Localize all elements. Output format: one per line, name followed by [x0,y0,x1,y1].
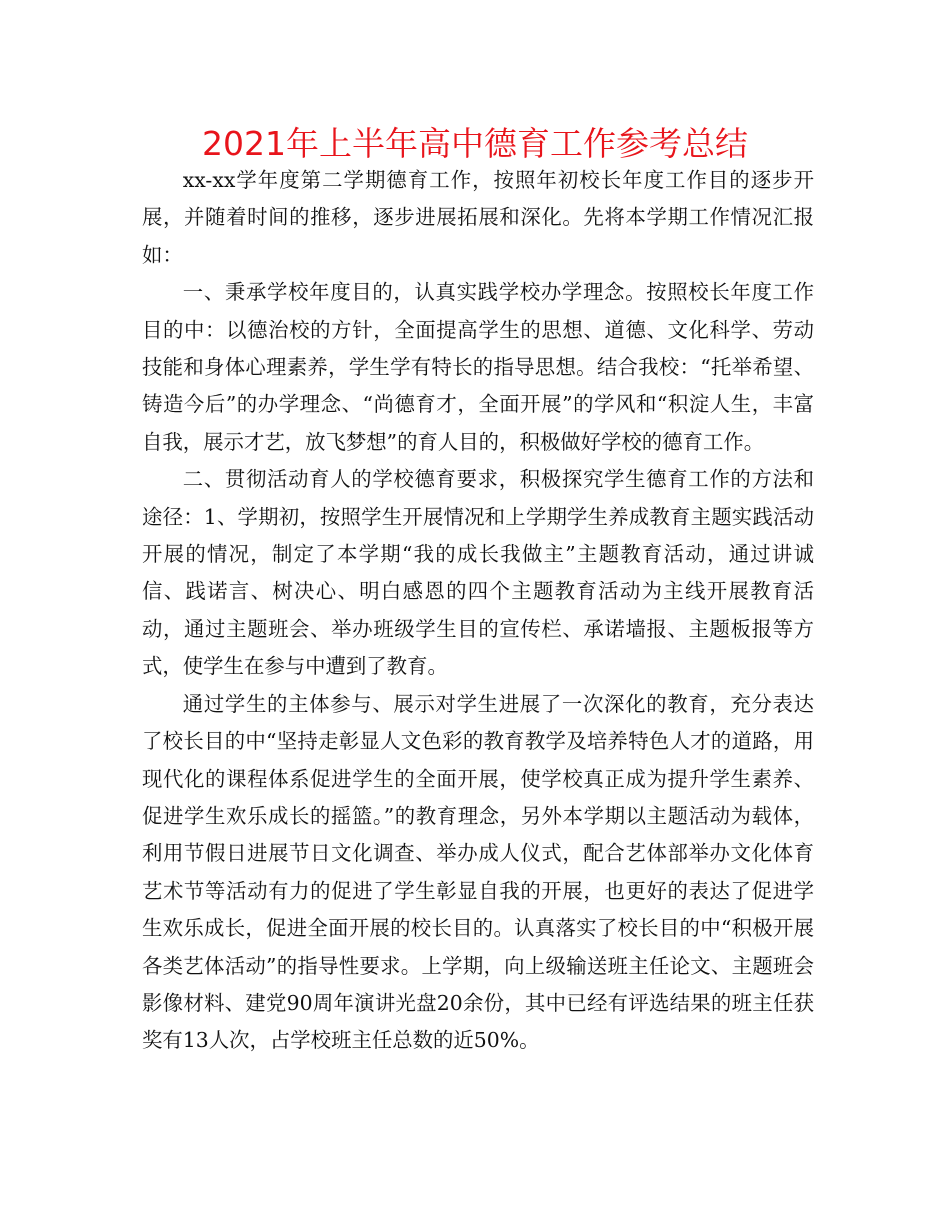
paragraph-intro: xx-xx学年度第二学期德育工作，按照年初校长年度工作目的逐步开展，并随着时间的推移，逐步进展拓展和深化。先将本学期工作情况汇报如： [142,168,814,267]
document-body [142,162,814,1060]
paragraph-summary: 通过学生的主体参与、展示对学生进展了一次深化的教育，充分表达了校长目的中“坚持走彰显人文色彩的教育教学及培养特色人才的道路，用现代化的课程体系促进学生的全面开展，使学校真正成为提升学生素养、促进学生欢乐成长的摇篮。”的教育理念，另外本学期以主题活动为载体，利用节假日进展节日文化调查、举办成人仪式，配合艺体部举办文化体育艺术节等活动有力的促进了学生彰显自我的开展，也更好的表达了促进学生欢乐成长，促进全面开展的校长目的。认真落实了校长目的中“积极开展各类艺体活动”的指导性要求。上学期，向上级输送班主任论文、主题班会影像材料、建党90周年演讲光盘20余份，其中已经有评选结果的班主任获奖有13人次，占学校班主任总数的近50%。 [142,691,814,1053]
paragraph-section-two: 二、贯彻活动育人的学校德育要求，积极探究学生德育工作的方法和途径：1、学期初，按照学生开展情况和上学期学生养成教育主题实践活动开展的情况，制定了本学期“我的成长我做主”主题教育活动，通过讲诚信、践诺言、树决心、明白感恩的四个主题教育活动为主线开展教育活动，通过主题班会、举办班级学生目的宣传栏、承诺墙报、主题板报等方式，使学生在参与中遭到了教育。 [142,467,814,679]
paragraph-section-one: 一、秉承学校年度目的，认真实践学校办学理念。按照校长年度工作目的中：以德治校的方针，全面提高学生的思想、道德、文化科学、劳动技能和身体心理素养，学生学有特长的指导思想。结合我校：“托举希望、铸造今后”的办学理念、“尚德育才，全面开展”的学风和“积淀人生，丰富自我，展示才艺，放飞梦想”的育人目的，积极做好学校的德育工作。 [142,280,814,454]
document-title: 2021年上半年高中德育工作参考总结 [202,124,748,163]
